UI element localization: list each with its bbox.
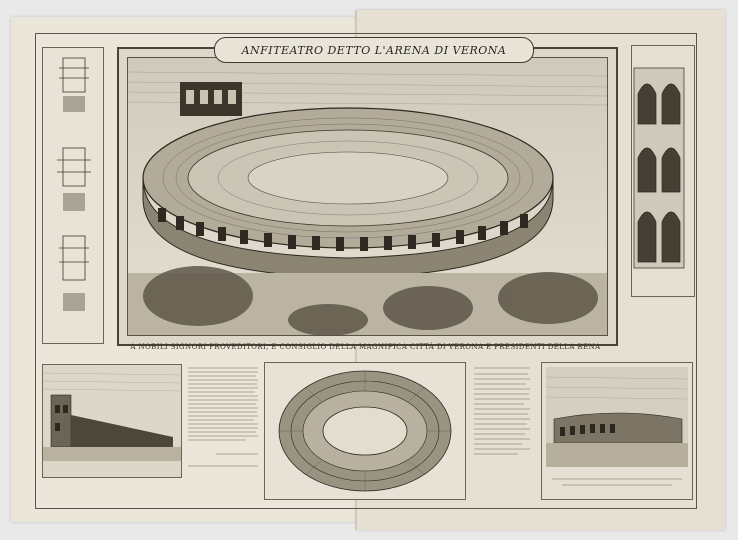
- elevation-arches-icon: [632, 46, 694, 296]
- elevation-view: [631, 45, 695, 297]
- arena-etching-icon: [128, 58, 607, 335]
- title-cartouche: [214, 37, 534, 63]
- cross-section-etching-icon: [43, 365, 181, 477]
- legend-block: [472, 362, 532, 484]
- exterior-view-etching-icon: [542, 363, 692, 499]
- left-description-block: [186, 362, 260, 478]
- floor-plan-etching-icon: [265, 363, 465, 499]
- title-banner-text: ANFITEATRO DETTO L'ARENA DI VERONA: [241, 43, 507, 57]
- dedication-line: A NOBILI SIGNORI PROVEDITORI, E CONSIGLIO DELLA MAGNIFICA CITTÀ DI VERONA E PRESIDENTI DELLA RENA: [130, 343, 601, 351]
- cross-section-panel: [42, 364, 182, 478]
- text-lines-icon: [186, 362, 260, 478]
- arena-etching-plate: [117, 47, 618, 346]
- legend-lines-icon: [472, 362, 532, 484]
- exterior-view-panel: [541, 362, 693, 500]
- floor-plan-panel: [264, 362, 466, 500]
- column-details-icon: [43, 48, 103, 343]
- architectural-details-column: [42, 47, 104, 344]
